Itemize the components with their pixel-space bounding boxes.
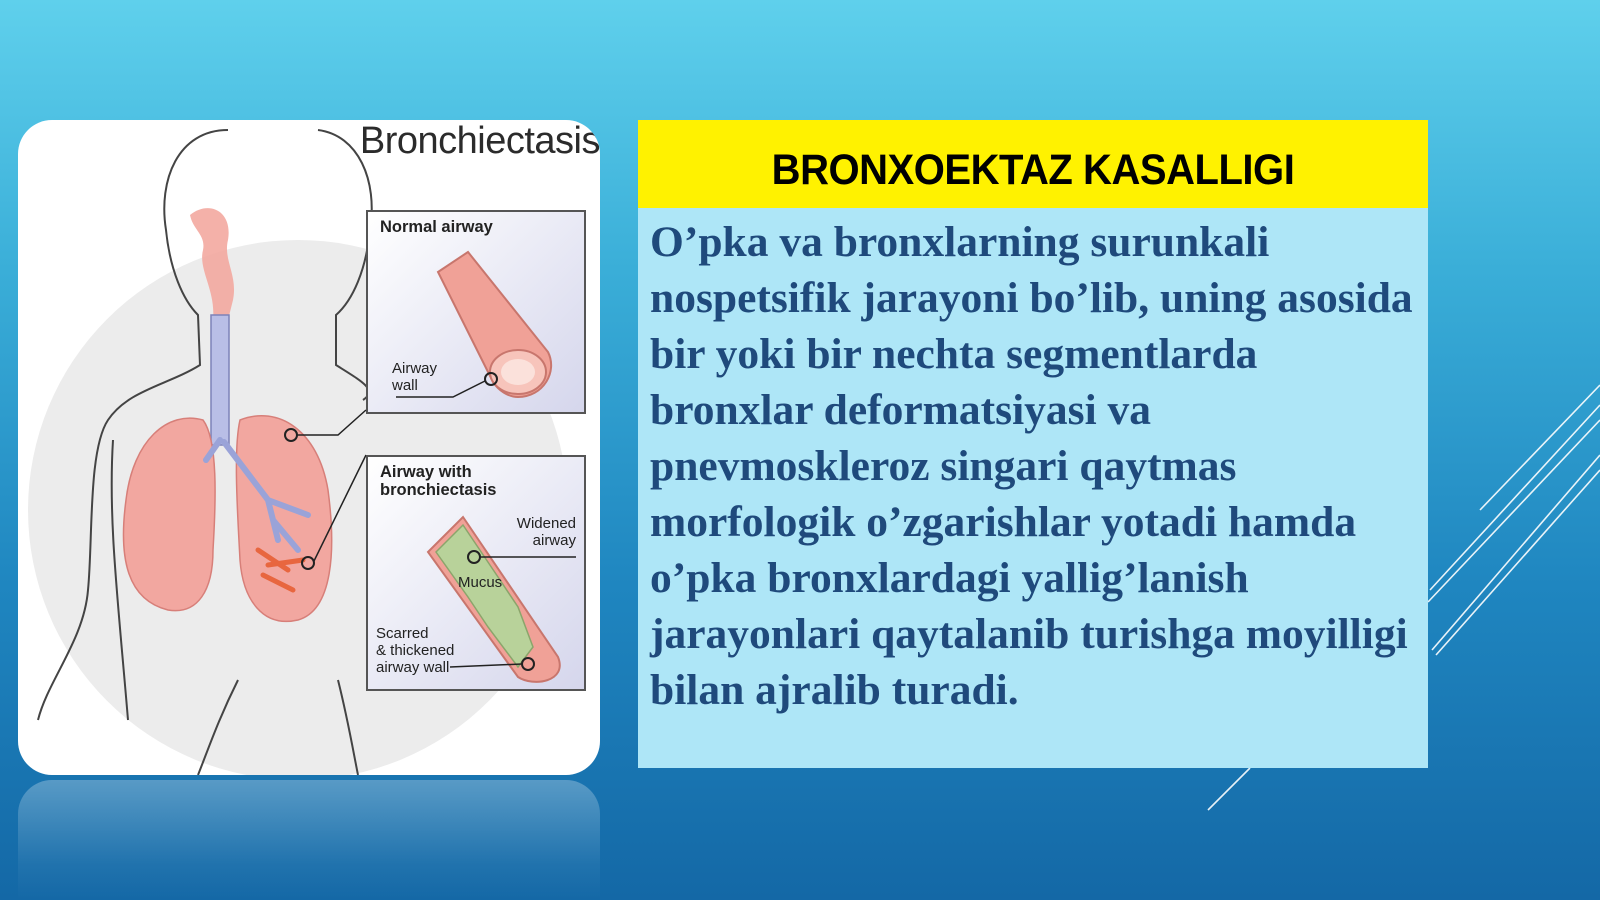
normal-airway-heading: Normal airway	[380, 218, 493, 236]
scarred-wall-label-line1: Scarred	[376, 625, 429, 642]
scarred-wall-label-line3: airway wall	[376, 659, 450, 676]
bronchiectasis-illustration	[18, 120, 600, 775]
scarred-wall-label-line2: & thickened	[376, 642, 455, 659]
widened-airway-label	[517, 515, 576, 549]
scarred-wall-label	[376, 625, 454, 676]
mucus-label: Mucus	[458, 574, 503, 591]
airway-wall-label-line2: wall	[392, 377, 418, 394]
bronchiectasis-heading-line1: Airway with	[380, 463, 472, 481]
trachea	[211, 315, 229, 445]
slide-heading: BRONXOEKTAZ KASALLIGI	[771, 146, 1295, 194]
deco-line	[1208, 768, 1250, 810]
normal-airway-inset	[366, 210, 586, 414]
deco-line	[1430, 405, 1600, 590]
deco-line	[1432, 455, 1600, 650]
bronchiectasis-inset	[366, 455, 586, 691]
widened-airway-label-line1: Widened	[516, 515, 576, 532]
airway-wall-label-line1: Airway	[392, 360, 438, 377]
airway-wall-label	[392, 360, 437, 394]
text-panel	[638, 120, 1428, 768]
widened-airway-label-line2: airway	[532, 532, 576, 549]
heading-bar	[638, 120, 1428, 208]
deco-line	[1436, 470, 1600, 655]
bronchiectasis-heading-line2: bronchiectasis	[380, 481, 497, 499]
slide-body-text: O’pka va bronxlarning surunkali nospetsifik jarayoni bo’lib, uning asosida bir yoki bir nechta segmentlarda bronxlar deformatsiyasi va pnevmoskleroz singari qaytmas morfologik o’zgarishlar yotadi hamda o’pka bronxlardagi yallig’lanish jarayonlari qaytalanib turishga moyilligi bilan ajralib turadi.	[650, 218, 1413, 714]
diagram-title: Bronchiectasis	[359, 120, 600, 162]
picture-reflection	[18, 780, 600, 900]
deco-line	[1428, 420, 1600, 602]
